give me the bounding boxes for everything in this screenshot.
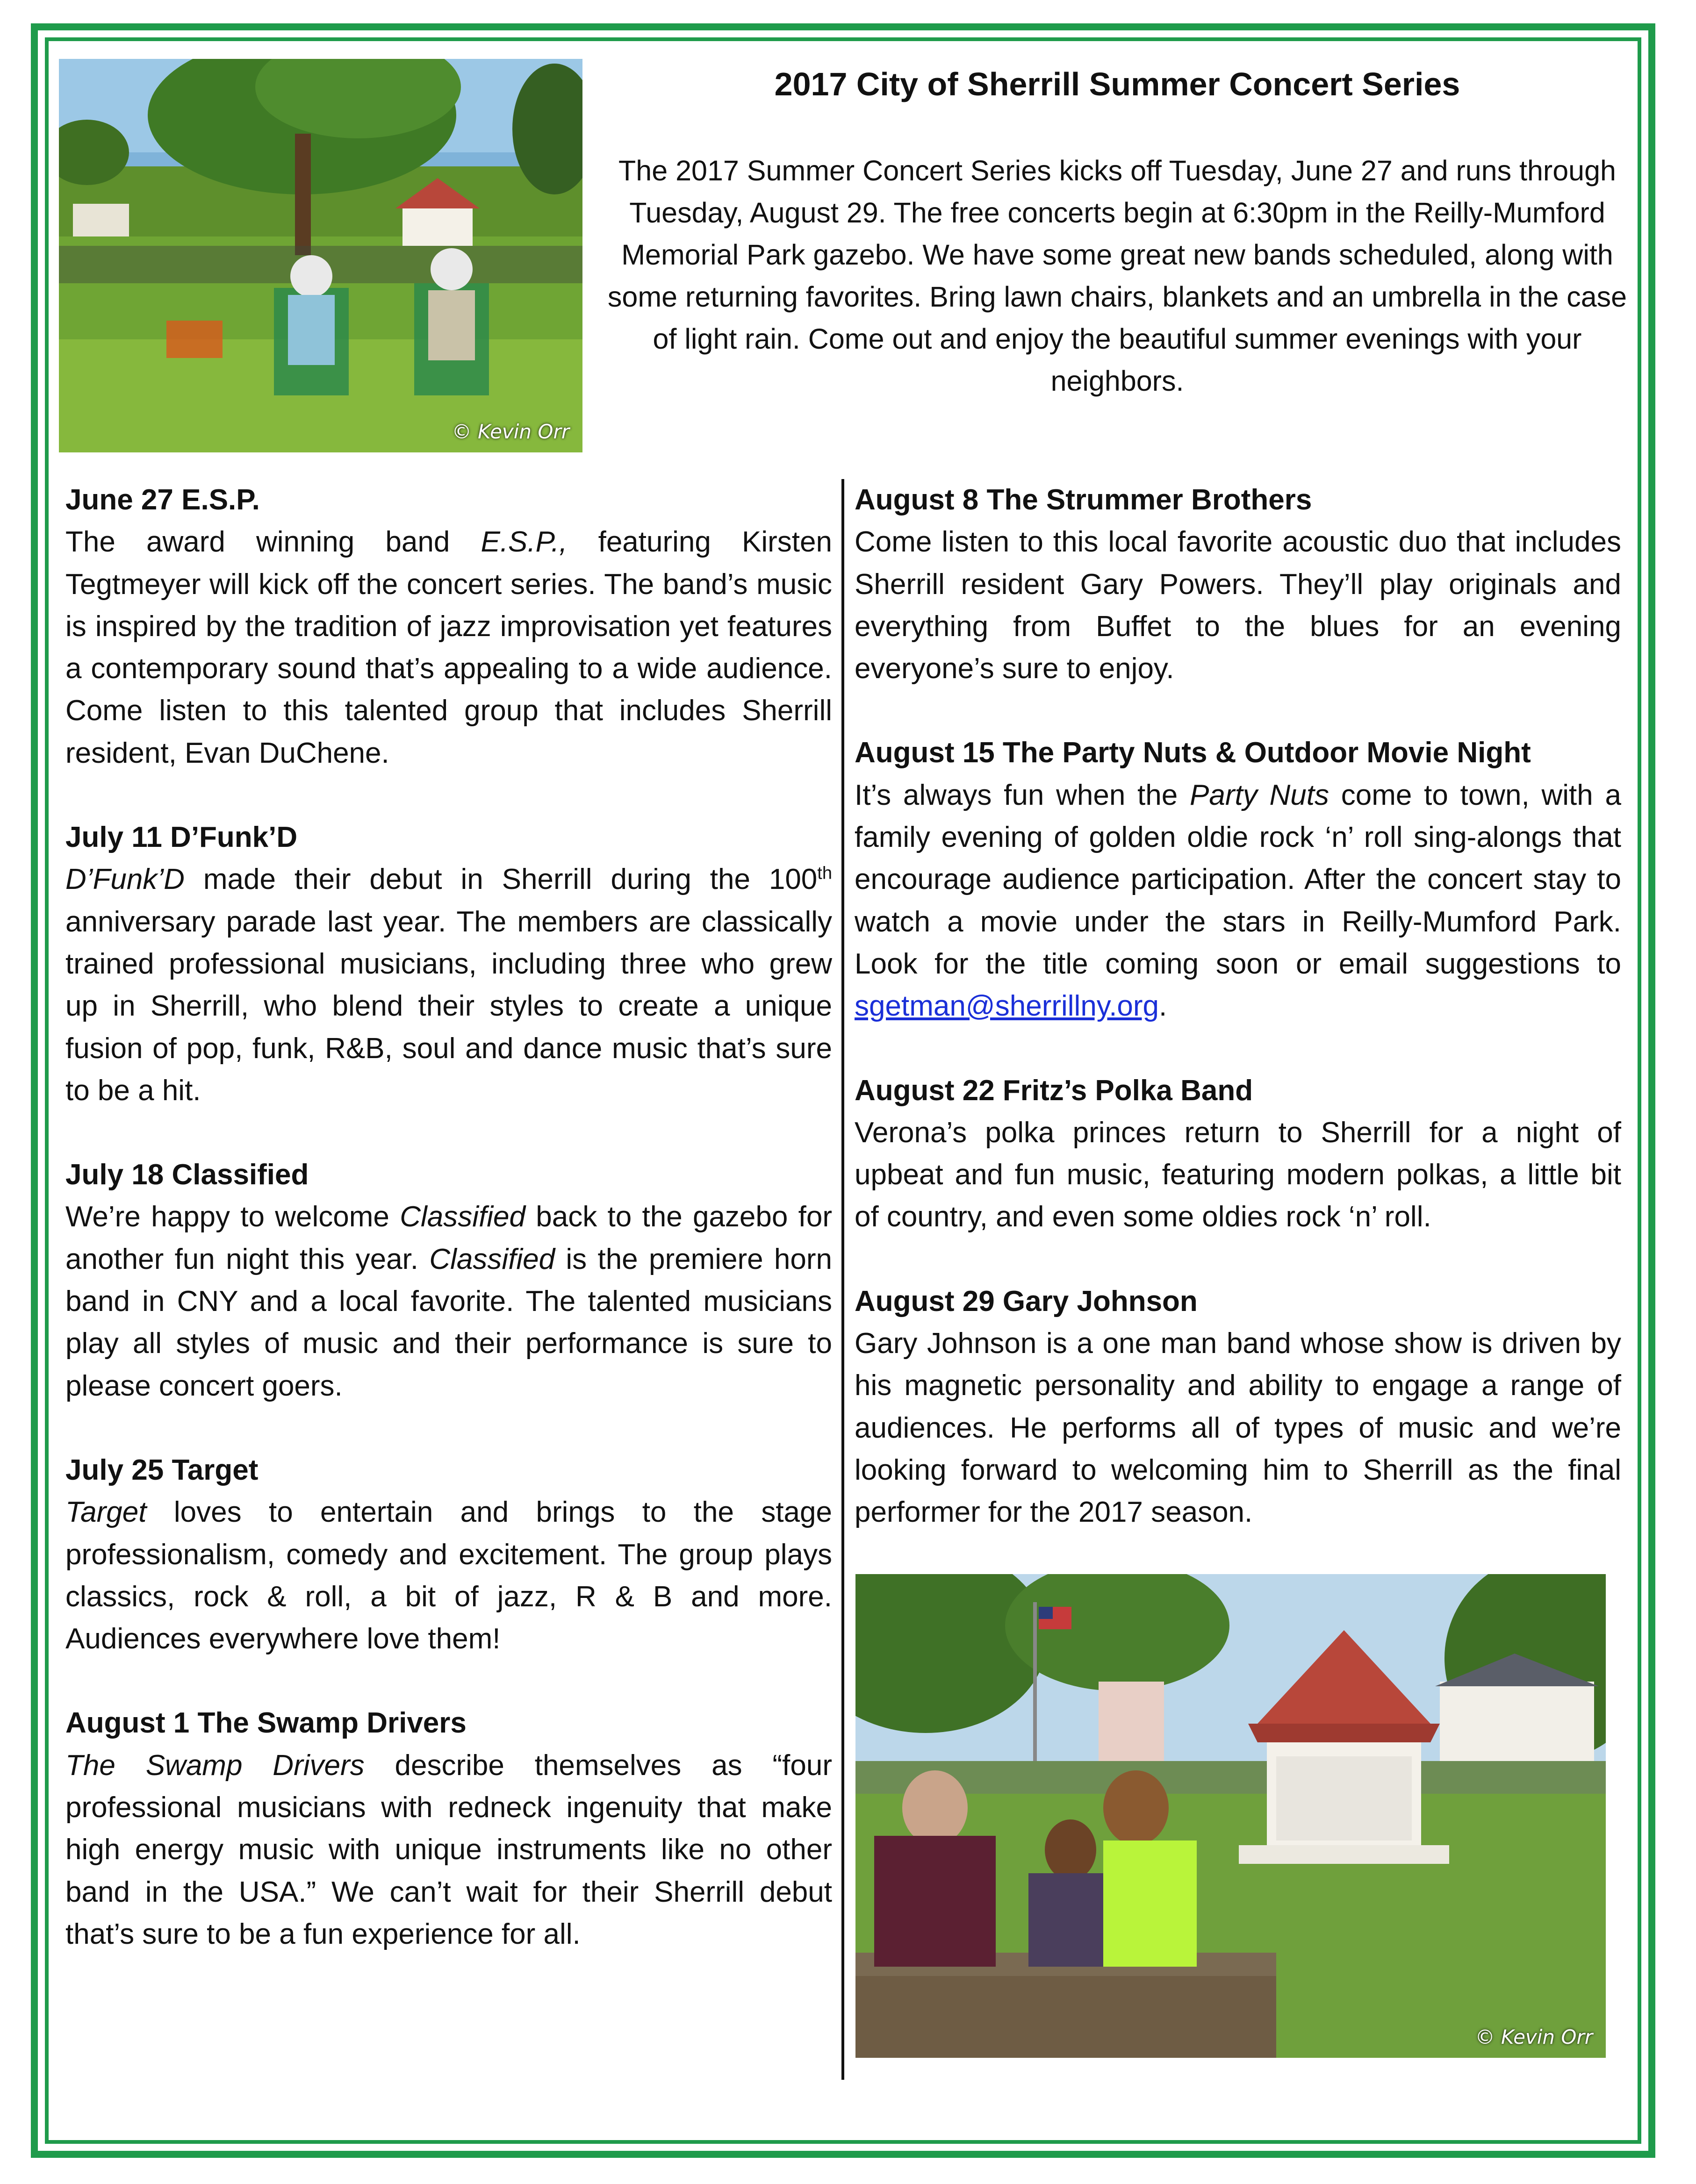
photo-credit: © Kevin Orr [452,420,569,443]
concert-photo-bottom [855,1574,1606,2058]
event-description [65,1745,832,1955]
event-description [65,859,832,1112]
text-run: back to the gazebo for another fun night this year. [65,1201,832,1275]
event-description [65,1196,832,1407]
event-description [65,1491,832,1660]
event-heading: August 22 Fritz’s Polka Band [855,1074,1253,1107]
event-description: Gary Johnson is a one man band whose show is driven by his magnetic personality and ability to engage a range of audiences. He performs all of types of music and we’re looking forward to welcoming him to Sherrill as the final performer for the 2017 season. [855,1327,1621,1529]
band-name: Target [65,1496,147,1529]
text-run: loves to entertain and brings to the stage professionalism, comedy and excitement. The group plays classics, rock & roll, a bit of jazz, R & B and more. Audiences everywhere love them! [65,1496,832,1655]
band-name: Classified [429,1243,555,1275]
band-name: Party Nuts [1190,779,1329,811]
text-run: come to town, with a family evening of golden oldie rock ‘n’ roll sing-alongs that encourage audience participation. After the concert stay to watch a movie under the stars in Reilly-Mumford Park. Look for the title coming soon or email suggestions to [855,779,1622,980]
band-name: Classified [400,1201,525,1233]
event-description: Come listen to this local favorite acoustic duo that includes Sherrill resident Gary Powers. They’ll play originals and everything from Buffet to the blues for an evening everyone’s sure to enjoy. [855,526,1621,685]
page-title: 2017 City of Sherrill Summer Concert Series [774,66,1460,102]
ordinal-suffix: th [817,863,832,883]
text-run: made their debut in Sherrill during the 100 [184,863,818,896]
photo-credit: © Kevin Orr [1475,2026,1593,2048]
text-run: is the premiere horn band in CNY and a local favorite. The talented musicians play all styles of music and their performance is sure to please concert goers. [65,1243,832,1402]
band-name: D’Funk’D [65,863,185,896]
event-heading: August 15 The Party Nuts & Outdoor Movie Night [855,737,1531,769]
text-run: We’re happy to welcome [65,1201,400,1233]
event-description [65,521,832,774]
text-run: describe themselves as “four professional musicians with redneck ingenuity that make high energy music with unique instruments like no other band in the USA.” We can’t wait for their Sherrill debut that’s sure to be a fun experience for all. [65,1749,832,1950]
band-name: The Swamp Drivers [65,1749,365,1782]
text-run: featuring Kirsten Tegtmeyer will kick off the concert series. The band’s music is inspired by the tradition of jazz improvisation yet features a contemporary sound that’s appealing to a wide audience. Come listen to this talented group that includes Sherrill resident, Evan DuChene. [65,526,832,769]
event-heading: July 18 Classified [65,1159,309,1191]
event-heading: July 25 Target [65,1454,259,1486]
event-heading: August 1 The Swamp Drivers [65,1707,467,1740]
intro-paragraph: The 2017 Summer Concert Series kicks off Tuesday, June 27 and runs through Tuesday, August 29. The free concerts begin at 6:30pm in the Reilly-Mumford Memorial Park gazebo. We have some great new bands scheduled, along with some returning favorites. Bring lawn chairs, blankets and an umbrella in the case of light rain. Come out and enjoy the beautiful summer evenings with your neighbors. [607,155,1627,397]
concert-photo-top [59,59,582,452]
email-link[interactable]: sgetman@sherrillny.org [855,990,1159,1023]
event-heading: August 8 The Strummer Brothers [855,484,1312,516]
event-heading: June 27 E.S.P. [65,484,260,516]
text-run: anniversary parade last year. The members are classically trained professional musicians, including three who grew up in Sherrill, who blend their styles to create a unique fusion of pop, funk, R&B, soul and dance music that’s sure to be a hit. [65,905,832,1107]
event-heading: August 29 Gary Johnson [855,1285,1198,1318]
event-description [855,774,1621,1028]
band-name: E.S.P., [481,526,568,559]
column-divider [841,479,844,2080]
text-run: . [1159,990,1167,1023]
text-run: The award winning band [65,526,481,559]
event-description: Verona’s polka princes return to Sherrill for a night of upbeat and fun music, featuring modern polkas, a little bit of country, and even some oldies rock ‘n’ roll. [855,1116,1621,1233]
right-column [855,479,1621,1576]
text-run: It’s always fun when the [855,779,1190,811]
event-heading: July 11 D’Funk’D [65,821,298,854]
left-column [65,479,832,1998]
